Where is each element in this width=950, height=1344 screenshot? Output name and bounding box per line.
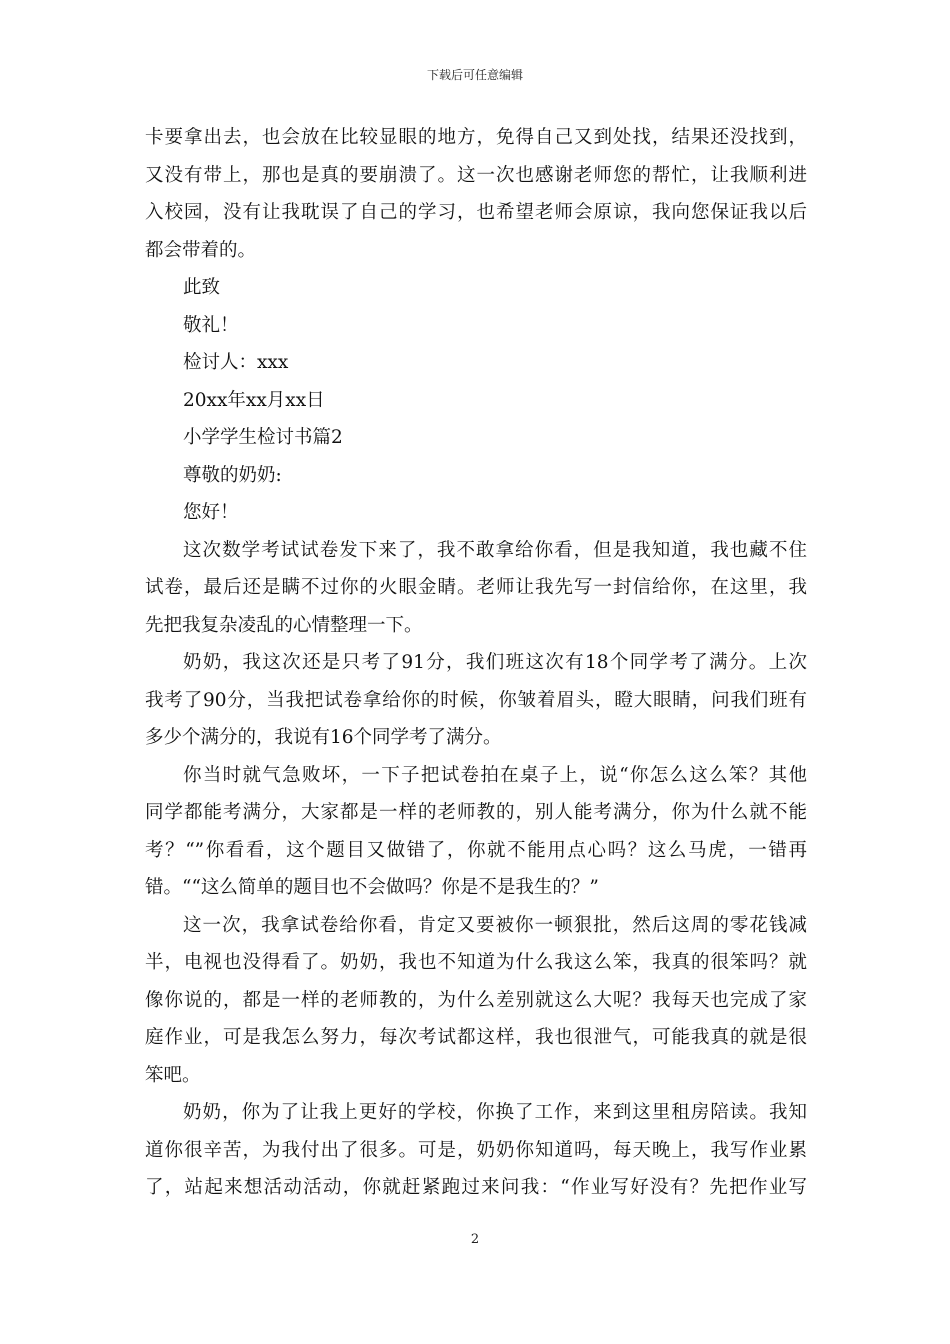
text-line: 都会带着的。 bbox=[145, 239, 257, 261]
text-line: 笨吧。 bbox=[145, 1064, 201, 1086]
text-line: 我考了90分，当我把试卷拿给你的时候，你皱着眉头，瞪大眼睛，问我们班有 bbox=[145, 689, 807, 711]
text-line: 庭作业，可是我怎么努力，每次考试都这样，我也很泄气，可能我真的就是很 bbox=[145, 1027, 807, 1048]
text-line: 道你很辛苦，为我付出了很多。可是，奶奶你知道吗，每天晚上，我写作业累 bbox=[145, 1139, 807, 1161]
text-line: 试卷，最后还是瞒不过你的火眼金睛。老师让我先写一封信给你，在这里，我 bbox=[145, 577, 807, 598]
text-line: 这次数学考试试卷发下来了，我不敢拿给你看，但是我知道，我也藏不住 bbox=[183, 539, 807, 561]
text-line: 此致 bbox=[183, 277, 221, 298]
text-line: 半，电视也没得看了。奶奶，我也不知道为什么我这么笨，我真的很笨吗？就 bbox=[145, 952, 807, 973]
text-line: 又没有带上，那也是真的要崩溃了。这一次也感谢老师您的帮忙，让我顺利进 bbox=[145, 164, 807, 186]
text-line: 先把我复杂凌乱的心情整理一下。 bbox=[145, 614, 423, 636]
text-line: 尊敬的奶奶: bbox=[183, 464, 282, 486]
text-line: 检讨人：xxx bbox=[183, 352, 289, 373]
text-line: 敬礼！ bbox=[183, 314, 239, 336]
text-line: 考？“”你看看，这个题目又做错了，你就不能用点心吗？这么马虎，一错再 bbox=[145, 839, 807, 861]
text-line: 你当时就气急败坏，一下子把试卷拍在桌子上，说“你怎么这么笨？其他 bbox=[183, 764, 807, 786]
text-line: 了，站起来想活动活动，你就赶紧跑过来问我：“作业写好没有？先把作业写 bbox=[145, 1177, 807, 1198]
text-line: 奶奶，我这次还是只考了91分，我们班这次有18个同学考了满分。上次 bbox=[183, 652, 807, 673]
text-line: 20xx年xx月xx日 bbox=[183, 389, 325, 411]
text-line: 这一次，我拿试卷给你看，肯定又要被你一顿狠批，然后这周的零花钱减 bbox=[183, 914, 807, 936]
text-line: 您好！ bbox=[183, 502, 239, 523]
document-body bbox=[145, 119, 807, 1207]
text-line: 多少个满分的，我说有16个同学考了满分。 bbox=[145, 727, 502, 748]
text-line: 奶奶，你为了让我上更好的学校，你换了工作，来到这里租房陪读。我知 bbox=[183, 1102, 807, 1123]
text-line: 入校园，没有让我耽误了自己的学习，也希望老师会原谅，我向您保证我以后 bbox=[145, 202, 807, 223]
text-line: 同学都能考满分，大家都是一样的老师教的，别人能考满分，你为什么就不能 bbox=[145, 802, 807, 823]
text-line: 小学学生检讨书篇2 bbox=[183, 427, 343, 448]
page-number: 2 bbox=[470, 1232, 480, 1247]
page-header: 下载后可任意编辑 bbox=[426, 68, 523, 82]
text-line: 像你说的，都是一样的老师教的，为什么差别就这么大呢？我每天也完成了家 bbox=[145, 989, 807, 1011]
text-line: 错。““这么简单的题目也不会做吗？你是不是我生的？” bbox=[145, 877, 599, 898]
text-line: 卡要拿出去，也会放在比较显眼的地方，免得自己又到处找，结果还没找到， bbox=[145, 127, 807, 148]
